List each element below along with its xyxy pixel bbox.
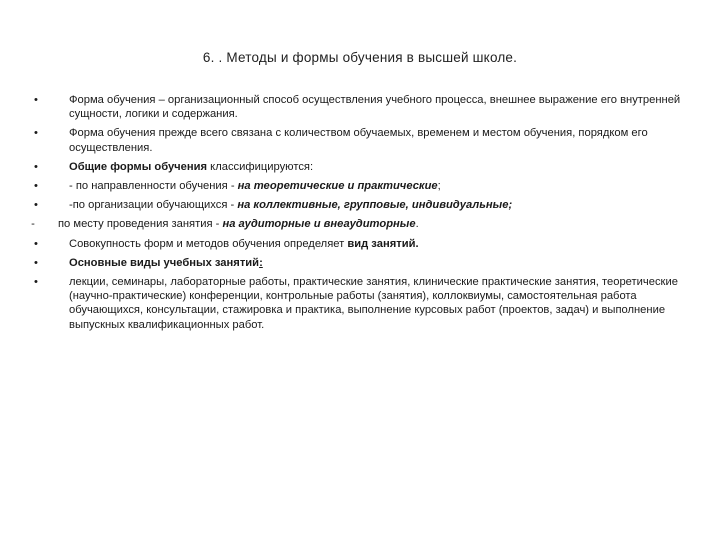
item-bold-text: Общие формы обучения	[69, 160, 208, 173]
list-item	[29, 198, 689, 212]
list-item	[29, 237, 689, 251]
list-item	[29, 179, 689, 193]
list-item	[29, 217, 689, 231]
item-text: Форма обучения – организационный способ осуществления учебного процесса, внешнее выражение его внутренней сущности, логики и содержания.	[69, 94, 681, 121]
item-tail: ;	[437, 180, 441, 193]
list-item	[29, 275, 689, 332]
item-emphasis: на теоретические и практические	[237, 180, 438, 193]
bullet-marker: •	[34, 256, 38, 269]
bullet-marker: •	[34, 94, 38, 106]
item-underlined-colon: :	[259, 256, 263, 269]
bullet-marker: •	[34, 160, 38, 173]
list-item	[29, 93, 689, 121]
bullet-marker: •	[34, 199, 38, 212]
item-bold-text: Основные виды учебных занятий	[69, 256, 260, 269]
item-bold-text: вид занятий.	[347, 237, 419, 250]
dash-marker: -	[31, 218, 35, 231]
item-text: по месту проведения занятия -	[58, 218, 223, 231]
item-text: Совокупность форм и методов обучения определяет	[69, 237, 348, 250]
list-item	[29, 126, 689, 154]
slide-title: 6. . Методы и формы обучения в высшей школе.	[202, 50, 518, 65]
bullet-marker: •	[34, 276, 38, 289]
list-item	[29, 256, 689, 270]
item-emphasis: на коллективные, групповые, индивидуальные;	[237, 199, 513, 212]
item-emphasis: на аудиторные и внеаудиторные	[222, 218, 416, 231]
list-item	[29, 160, 689, 174]
item-text: классифицируются:	[207, 160, 314, 173]
bullet-marker: •	[34, 180, 38, 193]
item-text: лекции, семинары, лабораторные работы, практические занятия, клинические практические занятия, теоретические (научно-практические) конференции, контрольные работы (занятия), коллоквиумы, самостоятельная работа обучающихся, консультации, стажировка и практика, выполнение курсовых работ (проектов, задач) и выполнение выпускных квалификационных работ.	[69, 276, 678, 331]
item-text: Форма обучения прежде всего связана с количеством обучаемых, временем и местом обучения, порядком его осуществления.	[69, 127, 648, 154]
bullet-marker: •	[34, 127, 38, 140]
item-text: - по направленности обучения -	[69, 180, 238, 193]
item-text: -по организации обучающихся -	[69, 199, 238, 212]
item-tail: .	[415, 218, 419, 231]
bullet-marker: •	[34, 237, 38, 250]
bullet-list	[29, 93, 689, 337]
